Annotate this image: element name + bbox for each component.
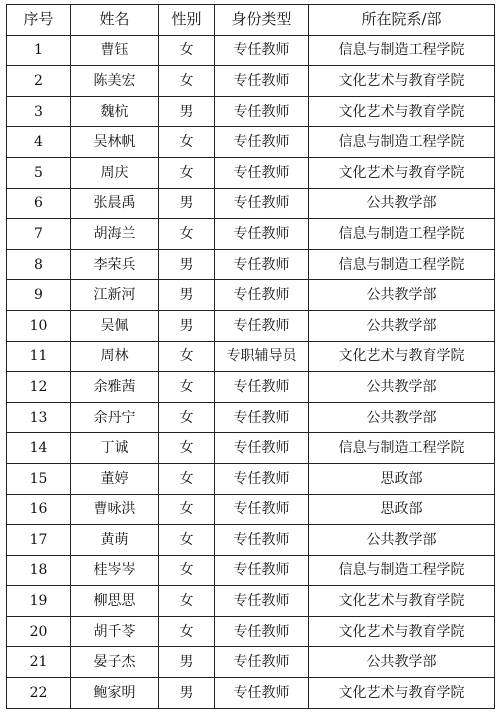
cell-name: 余雅茜 — [71, 372, 159, 403]
cell-gender: 女 — [159, 219, 215, 250]
cell-department: 信息与制造工程学院 — [309, 555, 495, 586]
table-row — [7, 280, 495, 311]
cell-name: 吴佩 — [71, 310, 159, 341]
cell-serial-number: 22 — [7, 678, 71, 709]
cell-serial-number: 18 — [7, 555, 71, 586]
cell-serial-number: 13 — [7, 402, 71, 433]
cell-identity-type: 专任教师 — [215, 463, 309, 494]
roster-sheet — [6, 4, 494, 709]
header-row — [7, 5, 495, 36]
cell-department: 公共教学部 — [309, 188, 495, 219]
cell-identity-type: 专任教师 — [215, 66, 309, 97]
cell-serial-number: 19 — [7, 586, 71, 617]
table-row — [7, 341, 495, 372]
cell-department: 公共教学部 — [309, 310, 495, 341]
cell-serial-number: 21 — [7, 647, 71, 678]
cell-serial-number: 3 — [7, 96, 71, 127]
cell-identity-type: 专任教师 — [215, 157, 309, 188]
cell-gender: 男 — [159, 280, 215, 311]
cell-serial-number: 4 — [7, 127, 71, 158]
cell-serial-number: 14 — [7, 433, 71, 464]
cell-name: 江新河 — [71, 280, 159, 311]
cell-department: 信息与制造工程学院 — [309, 219, 495, 250]
cell-name: 魏杭 — [71, 96, 159, 127]
cell-gender: 女 — [159, 463, 215, 494]
cell-department: 公共教学部 — [309, 372, 495, 403]
table-body — [7, 35, 495, 708]
cell-department: 文化艺术与教育学院 — [309, 616, 495, 647]
cell-name: 曹咏洪 — [71, 494, 159, 525]
cell-name: 张晨禹 — [71, 188, 159, 219]
cell-gender: 男 — [159, 249, 215, 280]
cell-department: 公共教学部 — [309, 402, 495, 433]
cell-name: 黄萌 — [71, 525, 159, 556]
cell-name: 董婷 — [71, 463, 159, 494]
cell-serial-number: 2 — [7, 66, 71, 97]
cell-gender: 女 — [159, 586, 215, 617]
table-row — [7, 647, 495, 678]
cell-gender: 女 — [159, 127, 215, 158]
table-row — [7, 188, 495, 219]
cell-identity-type: 专任教师 — [215, 35, 309, 66]
cell-gender: 男 — [159, 678, 215, 709]
table-header — [7, 5, 495, 36]
table-row — [7, 157, 495, 188]
table-row — [7, 219, 495, 250]
cell-name: 周林 — [71, 341, 159, 372]
header-serial-number: 序号 — [7, 5, 71, 36]
cell-serial-number: 20 — [7, 616, 71, 647]
cell-gender: 女 — [159, 341, 215, 372]
table-row — [7, 96, 495, 127]
cell-serial-number: 7 — [7, 219, 71, 250]
cell-identity-type: 专任教师 — [215, 525, 309, 556]
table-row — [7, 372, 495, 403]
cell-gender: 女 — [159, 433, 215, 464]
cell-identity-type: 专任教师 — [215, 433, 309, 464]
cell-name: 晏子杰 — [71, 647, 159, 678]
cell-identity-type: 专任教师 — [215, 616, 309, 647]
cell-gender: 女 — [159, 157, 215, 188]
cell-name: 胡海兰 — [71, 219, 159, 250]
cell-identity-type: 专任教师 — [215, 127, 309, 158]
cell-identity-type: 专任教师 — [215, 647, 309, 678]
cell-name: 吴林帆 — [71, 127, 159, 158]
cell-department: 文化艺术与教育学院 — [309, 66, 495, 97]
cell-department: 文化艺术与教育学院 — [309, 157, 495, 188]
cell-gender: 男 — [159, 647, 215, 678]
cell-department: 思政部 — [309, 463, 495, 494]
cell-serial-number: 11 — [7, 341, 71, 372]
cell-name: 周庆 — [71, 157, 159, 188]
table-row — [7, 525, 495, 556]
cell-name: 陈美宏 — [71, 66, 159, 97]
cell-department: 公共教学部 — [309, 525, 495, 556]
cell-name: 桂岑岑 — [71, 555, 159, 586]
cell-name: 胡千苓 — [71, 616, 159, 647]
cell-identity-type: 专任教师 — [215, 555, 309, 586]
table-row — [7, 463, 495, 494]
cell-identity-type: 专任教师 — [215, 188, 309, 219]
cell-department: 公共教学部 — [309, 280, 495, 311]
table-row — [7, 249, 495, 280]
cell-identity-type: 专任教师 — [215, 310, 309, 341]
cell-serial-number: 6 — [7, 188, 71, 219]
cell-gender: 女 — [159, 555, 215, 586]
cell-name: 李荣兵 — [71, 249, 159, 280]
cell-name: 丁诚 — [71, 433, 159, 464]
table-row — [7, 616, 495, 647]
header-name: 姓名 — [71, 5, 159, 36]
cell-gender: 女 — [159, 616, 215, 647]
table-row — [7, 555, 495, 586]
cell-name: 曹钰 — [71, 35, 159, 66]
table-row — [7, 494, 495, 525]
cell-serial-number: 12 — [7, 372, 71, 403]
cell-department: 文化艺术与教育学院 — [309, 678, 495, 709]
cell-serial-number: 10 — [7, 310, 71, 341]
cell-identity-type: 专任教师 — [215, 219, 309, 250]
table-row — [7, 678, 495, 709]
cell-identity-type: 专任教师 — [215, 494, 309, 525]
cell-gender: 女 — [159, 35, 215, 66]
cell-identity-type: 专任教师 — [215, 372, 309, 403]
cell-identity-type: 专职辅导员 — [215, 341, 309, 372]
cell-identity-type: 专任教师 — [215, 280, 309, 311]
cell-name: 柳思思 — [71, 586, 159, 617]
cell-name: 余丹宁 — [71, 402, 159, 433]
header-identity-type: 身份类型 — [215, 5, 309, 36]
table-row — [7, 402, 495, 433]
cell-gender: 女 — [159, 402, 215, 433]
table-row — [7, 35, 495, 66]
table-row — [7, 66, 495, 97]
cell-gender: 男 — [159, 310, 215, 341]
cell-department: 信息与制造工程学院 — [309, 127, 495, 158]
cell-department: 公共教学部 — [309, 647, 495, 678]
cell-identity-type: 专任教师 — [215, 249, 309, 280]
cell-gender: 女 — [159, 525, 215, 556]
cell-serial-number: 1 — [7, 35, 71, 66]
cell-name: 鲍家明 — [71, 678, 159, 709]
cell-gender: 男 — [159, 96, 215, 127]
cell-department: 文化艺术与教育学院 — [309, 586, 495, 617]
table-row — [7, 127, 495, 158]
cell-department: 思政部 — [309, 494, 495, 525]
cell-gender: 女 — [159, 372, 215, 403]
cell-serial-number: 15 — [7, 463, 71, 494]
cell-identity-type: 专任教师 — [215, 402, 309, 433]
cell-serial-number: 17 — [7, 525, 71, 556]
table-row — [7, 310, 495, 341]
cell-serial-number: 9 — [7, 280, 71, 311]
cell-gender: 男 — [159, 188, 215, 219]
cell-gender: 女 — [159, 494, 215, 525]
table-row — [7, 433, 495, 464]
cell-department: 信息与制造工程学院 — [309, 249, 495, 280]
cell-serial-number: 8 — [7, 249, 71, 280]
cell-department: 文化艺术与教育学院 — [309, 96, 495, 127]
cell-department: 信息与制造工程学院 — [309, 35, 495, 66]
cell-serial-number: 16 — [7, 494, 71, 525]
cell-identity-type: 专任教师 — [215, 96, 309, 127]
cell-gender: 女 — [159, 66, 215, 97]
staff-roster-table — [6, 4, 495, 709]
table-row — [7, 586, 495, 617]
cell-identity-type: 专任教师 — [215, 586, 309, 617]
cell-department: 信息与制造工程学院 — [309, 433, 495, 464]
cell-department: 文化艺术与教育学院 — [309, 341, 495, 372]
cell-serial-number: 5 — [7, 157, 71, 188]
cell-identity-type: 专任教师 — [215, 678, 309, 709]
header-gender: 性别 — [159, 5, 215, 36]
header-department: 所在院系/部 — [309, 5, 495, 36]
